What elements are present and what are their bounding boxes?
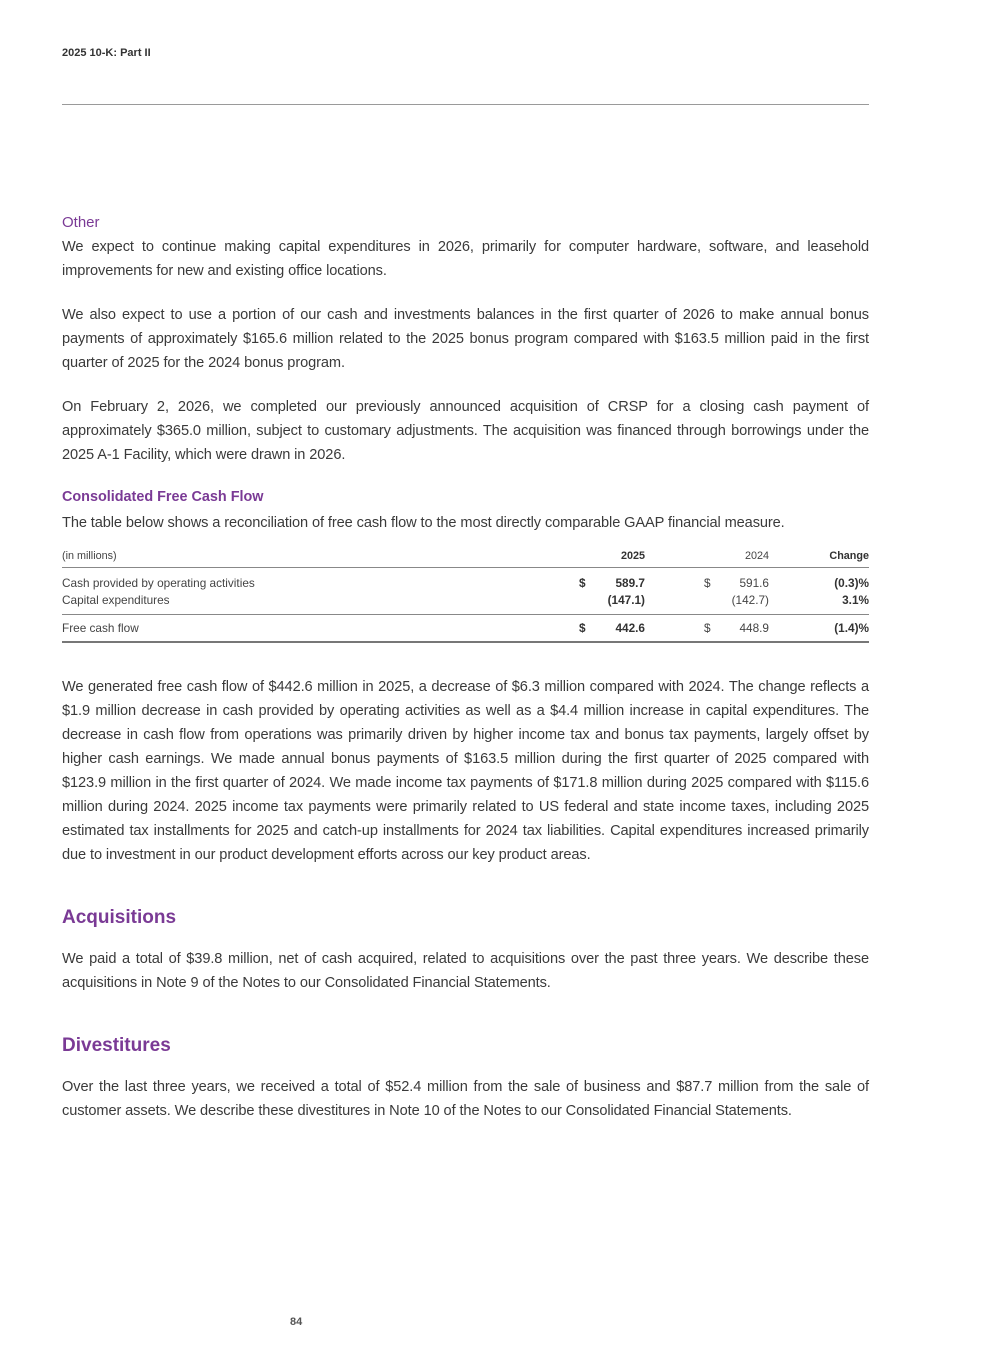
col-2024-header: 2024 bbox=[659, 547, 783, 568]
page-number: 84 bbox=[290, 1316, 303, 1328]
acquisitions-heading: Acquisitions bbox=[62, 907, 177, 928]
table-row bbox=[62, 568, 869, 592]
other-heading: Other bbox=[62, 214, 100, 231]
currency-symbol: $ bbox=[704, 621, 711, 635]
main-content bbox=[62, 214, 869, 1143]
value-2025: 589.7 bbox=[615, 575, 645, 590]
currency-symbol: $ bbox=[579, 621, 586, 635]
total-2024: 448.9 bbox=[739, 621, 769, 635]
divestitures-paragraph: Over the last three years, we received a total of $52.4 million from the sale of business and $87.7 million from the sale of customer assets. We describe these divestitures in Note 10 of the Notes to our Consolidated Financial Statements. bbox=[62, 1079, 869, 1119]
currency-symbol: $ bbox=[579, 575, 586, 590]
total-change: (1.4)% bbox=[783, 615, 869, 643]
other-paragraph-2: We also expect to use a portion of our cash and investments balances in the first quarter of 2026 to make annual bonus payments of approximately $165.6 million related to the 2025 bonus program compared with $163.5 million paid in the first quarter of 2025 for the 2024 bonus program. bbox=[62, 307, 869, 371]
col-2025-header: 2025 bbox=[535, 547, 659, 568]
divestitures-heading: Divestitures bbox=[62, 1035, 171, 1056]
table-header-row bbox=[62, 547, 869, 568]
fcf-paragraph: We generated free cash flow of $442.6 million in 2025, a decrease of $6.3 million compared with 2024. The change reflects a $1.9 million decrease in cash provided by operating activities as well as a $4.4 million increase in capital expenditures. The decrease in cash flow from operations was primarily driven by higher income tax and bonus tax payments, largely offset by higher cash earnings. We made annual bonus payments of $163.5 million during the first quarter of 2025 compared with $123.9 million in the first quarter of 2024. We made income tax payments of $171.8 million during 2025 compared with $115.6 million during 2024. 2025 income tax payments were primarily related to US federal and state income taxes, including 2025 estimated tax installments for 2025 and catch-up installments for 2024 tax liabilities. Capital expenditures increased primarily due to investment in our product development efforts across our key product areas. bbox=[62, 679, 869, 863]
table-row bbox=[62, 591, 869, 615]
total-label: Free cash flow bbox=[62, 615, 535, 643]
col-label-header: (in millions) bbox=[62, 547, 535, 568]
page-header: 2025 10-K: Part II bbox=[62, 47, 151, 59]
currency-symbol: $ bbox=[704, 575, 711, 590]
free-cash-flow-table bbox=[62, 547, 869, 643]
row-label: Cash provided by operating activities bbox=[62, 575, 255, 590]
value-2024: (142.7) bbox=[731, 592, 769, 607]
table-total-row bbox=[62, 615, 869, 643]
row-label: Capital expenditures bbox=[62, 592, 170, 607]
value-2025: (147.1) bbox=[607, 592, 645, 607]
total-2025: 442.6 bbox=[615, 621, 645, 635]
value-change: 3.1% bbox=[842, 592, 869, 607]
fcf-heading: Consolidated Free Cash Flow bbox=[62, 489, 264, 505]
fcf-intro: The table below shows a reconciliation of free cash flow to the most directly comparable GAAP financial measure. bbox=[62, 515, 785, 531]
other-paragraph-3: On February 2, 2026, we completed our previously announced acquisition of CRSP for a closing cash payment of approximately $365.0 million, subject to customary adjustments. The acquisition was financed through borrowings under the 2025 A-1 Facility, which were drawn in 2026. bbox=[62, 399, 869, 463]
value-2024: 591.6 bbox=[739, 575, 769, 590]
header-divider bbox=[62, 104, 869, 105]
acquisitions-paragraph: We paid a total of $39.8 million, net of cash acquired, related to acquisitions over the past three years. We describe these acquisitions in Note 9 of the Notes to our Consolidated Financial Statements. bbox=[62, 951, 869, 991]
value-change: (0.3)% bbox=[834, 575, 869, 590]
col-change-header: Change bbox=[783, 547, 869, 568]
other-paragraph-1: We expect to continue making capital expenditures in 2026, primarily for computer hardware, software, and leasehold improvements for new and existing office locations. bbox=[62, 239, 869, 279]
